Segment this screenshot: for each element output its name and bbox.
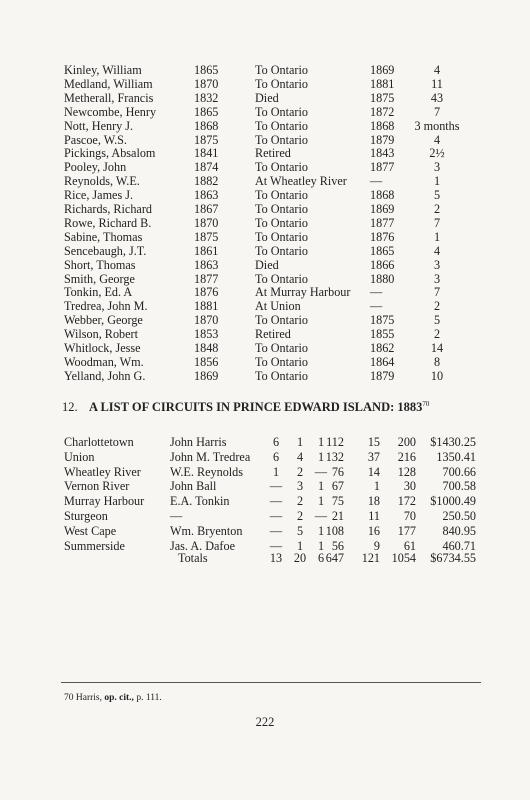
count-e: 18 (367, 494, 380, 509)
start-year: 1841 (194, 146, 219, 161)
end-year: 1843 (370, 146, 395, 161)
end-year: 1877 (370, 215, 395, 230)
years-served: 1 (433, 229, 441, 244)
outcome: To Ontario (255, 368, 308, 383)
years-served: 7 (433, 104, 441, 119)
outcome: To Ontario (255, 354, 308, 369)
count-f: 1054 (391, 551, 416, 565)
count-c: 1 (317, 523, 325, 538)
count-d: 112 (326, 435, 344, 449)
end-year: 1879 (370, 368, 395, 383)
years-served: 2 (433, 202, 441, 216)
count-b: 2 (296, 494, 304, 509)
count-e: 11 (368, 509, 380, 523)
start-year: 1868 (194, 118, 219, 133)
start-year: 1875 (194, 229, 219, 244)
minister: Wm. Bryenton (170, 523, 243, 538)
count-e: 9 (373, 538, 380, 553)
count-b: 20 (293, 551, 307, 565)
minister: John M. Tredrea (170, 449, 251, 464)
end-year: 1875 (370, 90, 395, 105)
end-year: 1868 (370, 188, 395, 203)
start-year: 1870 (194, 313, 219, 328)
start-year: 1881 (194, 299, 219, 314)
outcome: To Ontario (255, 215, 308, 230)
minister-name: Rowe, Richard B. (64, 215, 152, 230)
start-year: 1832 (194, 90, 219, 105)
years-served: 7 (433, 285, 441, 300)
minister-name: Newcombe, Henry (64, 104, 157, 119)
minister-name: Metherall, Francis (64, 90, 154, 105)
count-d: 75 (331, 494, 344, 509)
start-year: 1865 (194, 104, 219, 119)
footnote-author: Harris, (75, 693, 102, 703)
start-year: 1874 (194, 160, 219, 175)
years-served: 10 (430, 368, 444, 383)
outcome: To Ontario (255, 243, 308, 258)
outcome: To Ontario (255, 63, 308, 77)
outcome: To Ontario (255, 271, 308, 286)
years-served: 1 (433, 174, 441, 189)
footnote (64, 693, 162, 703)
count-a: — (269, 538, 283, 553)
count-b: 3 (296, 479, 304, 494)
totals-row (0, 550, 530, 566)
outcome: At Union (255, 299, 301, 314)
count-f: 70 (403, 509, 416, 523)
years-served: 7 (433, 215, 441, 230)
footnote-ref-text: op. cit., (104, 693, 134, 703)
count-b: 2 (296, 464, 304, 479)
count-b: 4 (296, 449, 304, 464)
circuit-name: Sturgeon (64, 509, 108, 523)
start-year: 1870 (194, 76, 219, 91)
amount: 700.58 (442, 479, 476, 494)
circuit-name: Summerside (64, 538, 125, 553)
end-year: — (370, 299, 383, 314)
minister-name: Kinley, William (64, 63, 142, 77)
years-served: 4 (433, 243, 441, 258)
years-served: 43 (430, 90, 444, 105)
count-d: 132 (325, 449, 344, 464)
years-served: 5 (433, 313, 441, 328)
circuit-name: Wheatley River (64, 464, 141, 479)
page-number: 222 (255, 715, 275, 729)
outcome: At Wheatley River (255, 174, 347, 189)
minister: W.E. Reynolds (170, 464, 244, 479)
minister: John Ball (170, 479, 217, 494)
outcome: To Ontario (255, 132, 308, 147)
end-year: 1879 (370, 132, 395, 147)
minister-name: Sabine, Thomas (64, 229, 143, 244)
count-c: — (314, 509, 328, 523)
circuit-name: Murray Harbour (64, 494, 145, 509)
start-year: 1882 (194, 174, 219, 189)
end-year: 1869 (370, 202, 395, 216)
minister-name: Tonkin, Ed. A (64, 285, 133, 300)
outcome: To Ontario (255, 188, 308, 203)
count-f: 61 (403, 538, 416, 553)
outcome: Retired (255, 146, 291, 161)
minister-row (0, 368, 530, 384)
circuit-row (0, 508, 530, 524)
minister-name: Sencebaugh, J.T. (64, 243, 147, 258)
end-year: 1864 (370, 354, 395, 369)
years-served: 3 months (414, 118, 460, 133)
count-c: 1 (317, 538, 325, 553)
minister-name: Reynolds, W.E. (64, 174, 140, 189)
count-a: 1 (272, 464, 280, 479)
end-year: — (370, 174, 383, 189)
end-year: 1869 (370, 63, 395, 77)
minister-name: Tredrea, John M. (64, 299, 148, 314)
outcome: To Ontario (255, 160, 308, 175)
count-e: 121 (361, 551, 380, 565)
circuit-row (0, 449, 530, 465)
start-year: 1863 (194, 257, 219, 272)
count-f: 128 (397, 464, 416, 479)
start-year: 1861 (194, 243, 219, 258)
end-year: 1880 (370, 271, 395, 286)
circuit-row (0, 434, 530, 450)
years-served: 2½ (429, 146, 445, 161)
start-year: 1867 (194, 202, 219, 216)
count-f: 200 (397, 435, 416, 449)
count-c: 1 (317, 479, 325, 494)
outcome: To Ontario (255, 202, 308, 216)
circuit-row (0, 464, 530, 480)
footnote-rule (61, 682, 481, 683)
section-number: 12. (62, 400, 78, 415)
count-d: 56 (331, 538, 344, 553)
start-year: 1876 (194, 285, 219, 300)
count-f: 30 (403, 479, 416, 494)
years-served: 3 (433, 160, 441, 175)
amount: 840.95 (442, 523, 476, 538)
minister-name: Pickings, Absalom (64, 146, 156, 161)
minister: Jas. A. Dafoe (170, 538, 235, 553)
count-d: 21 (331, 509, 344, 523)
minister-name: Yelland, John G. (64, 368, 146, 383)
count-f: 172 (397, 494, 416, 509)
outcome: To Ontario (255, 118, 308, 133)
count-b: 2 (296, 509, 304, 523)
count-a: 13 (269, 551, 283, 565)
start-year: 1869 (194, 368, 219, 383)
years-served: 3 (433, 271, 441, 286)
footnote-ref: 70 (422, 400, 430, 408)
count-d: 76 (331, 464, 344, 479)
circuit-name: West Cape (64, 523, 117, 538)
circuit-name: Vernon River (64, 479, 130, 494)
count-b: 1 (296, 435, 304, 449)
count-e: 14 (367, 464, 380, 479)
minister-name: Medland, William (64, 76, 153, 91)
count-b: 5 (296, 523, 304, 538)
minister-name: Wilson, Robert (64, 327, 138, 342)
footnote-page: p. 111. (136, 693, 162, 703)
outcome: Died (255, 90, 279, 105)
years-served: 11 (431, 76, 443, 91)
end-year: 1855 (370, 327, 395, 342)
outcome: To Ontario (255, 341, 308, 355)
start-year: 1865 (194, 63, 219, 77)
minister: E.A. Tonkin (170, 494, 230, 509)
outcome: Died (255, 257, 279, 272)
count-f: 177 (397, 523, 416, 538)
outcome: At Murray Harbour (255, 285, 351, 300)
minister-name: Whitlock, Jesse (64, 341, 141, 355)
end-year: — (370, 285, 383, 300)
amount: 460.71 (442, 538, 476, 553)
circuit-row (0, 478, 530, 494)
amount: 250.50 (442, 509, 476, 523)
minister-name: Rice, James J. (64, 188, 134, 203)
count-c: — (314, 464, 328, 479)
outcome: To Ontario (255, 104, 308, 119)
start-year: 1856 (194, 354, 219, 369)
outcome: To Ontario (255, 76, 308, 91)
circuit-name: Charlottetown (64, 435, 134, 449)
end-year: 1875 (370, 313, 395, 328)
minister: — (170, 509, 183, 523)
minister-name: Pooley, John (64, 160, 127, 175)
end-year: 1868 (370, 118, 395, 133)
amount: $6734.55 (430, 551, 476, 565)
years-served: 2 (433, 299, 441, 314)
start-year: 1875 (194, 132, 219, 147)
end-year: 1876 (370, 229, 395, 244)
outcome: To Ontario (255, 229, 308, 244)
count-b: 1 (296, 538, 304, 553)
circuit-row (0, 493, 530, 509)
count-a: 6 (272, 435, 280, 449)
end-year: 1872 (370, 104, 395, 119)
outcome: To Ontario (255, 313, 308, 328)
amount: 700.66 (442, 464, 476, 479)
years-served: 4 (433, 63, 441, 77)
count-c: 1 (317, 435, 325, 449)
section-heading (62, 400, 429, 415)
count-e: 16 (367, 523, 380, 538)
count-f: 216 (397, 449, 416, 464)
circuit-name: Union (64, 449, 95, 464)
count-c: 1 (317, 449, 325, 464)
minister-name: Webber, George (64, 313, 143, 328)
end-year: 1866 (370, 257, 395, 272)
minister: John Harris (170, 435, 227, 449)
footnote-number: 70 (64, 693, 74, 703)
count-a: — (269, 509, 283, 523)
end-year: 1881 (370, 76, 395, 91)
years-served: 14 (430, 341, 444, 355)
amount: $1000.49 (430, 494, 476, 509)
start-year: 1877 (194, 271, 219, 286)
count-c: 1 (317, 494, 325, 509)
end-year: 1865 (370, 243, 395, 258)
section-title: A LIST OF CIRCUITS IN PRINCE EDWARD ISLAND: 1883 (89, 400, 423, 415)
count-e: 1 (373, 479, 380, 494)
start-year: 1848 (194, 341, 219, 355)
end-year: 1862 (370, 341, 395, 355)
amount: $1430.25 (430, 435, 476, 449)
count-c: 6 (317, 551, 325, 565)
count-d: 647 (325, 551, 344, 565)
start-year: 1853 (194, 327, 219, 342)
count-e: 37 (367, 449, 380, 464)
years-served: 8 (433, 354, 441, 369)
minister-name: Pascoe, W.S. (64, 132, 127, 147)
start-year: 1870 (194, 215, 219, 230)
count-a: — (269, 479, 283, 494)
circuit-row (0, 523, 530, 539)
years-served: 2 (433, 327, 441, 342)
count-e: 15 (367, 435, 380, 449)
count-a: — (269, 494, 283, 509)
outcome: Retired (255, 327, 291, 342)
count-a: 6 (272, 449, 280, 464)
years-served: 5 (433, 188, 441, 203)
minister-name: Richards, Richard (64, 202, 152, 216)
totals-label: Totals (178, 551, 208, 565)
years-served: 3 (433, 257, 441, 272)
years-served: 4 (433, 132, 441, 147)
minister-name: Smith, George (64, 271, 135, 286)
count-d: 108 (325, 523, 344, 538)
end-year: 1877 (370, 160, 395, 175)
count-d: 67 (331, 479, 344, 494)
minister-name: Short, Thomas (64, 257, 136, 272)
count-a: — (269, 523, 283, 538)
amount: 1350.41 (436, 449, 476, 464)
minister-name: Nott, Henry J. (64, 118, 134, 133)
start-year: 1863 (194, 188, 219, 203)
minister-name: Woodman, Wm. (64, 354, 144, 369)
